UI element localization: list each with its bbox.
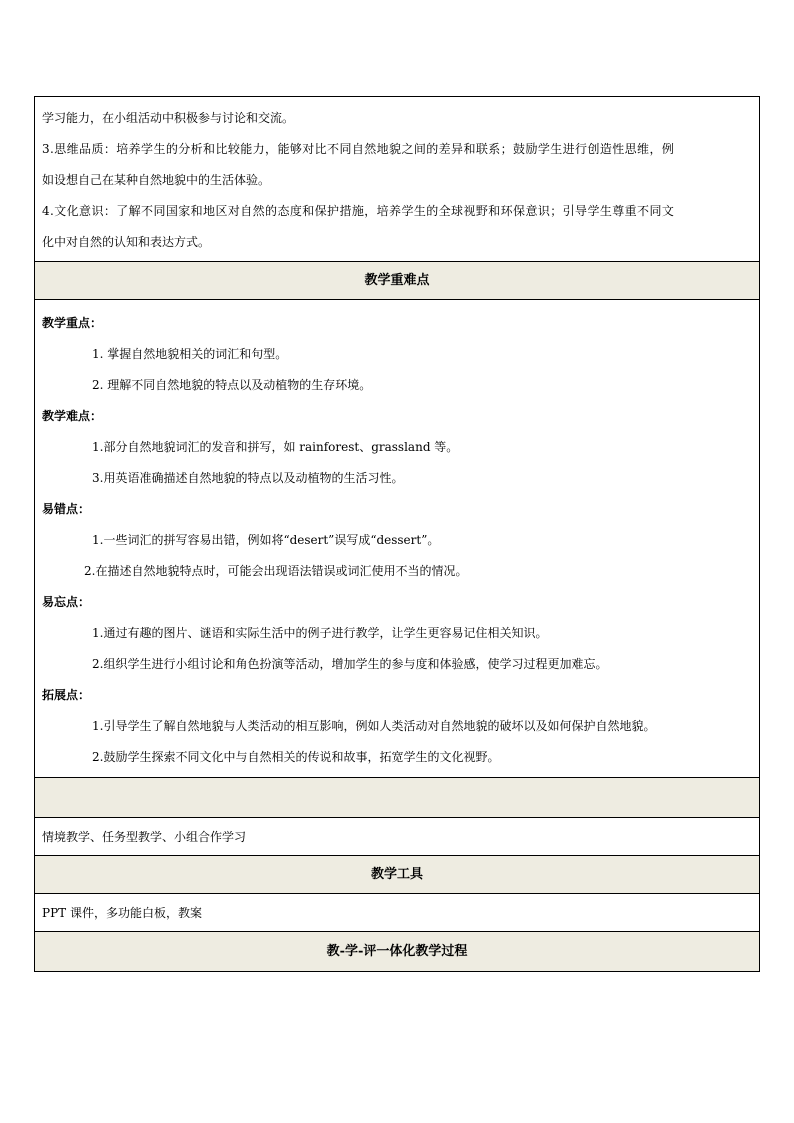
extension-item: 1.引导学生了解自然地貌与人类活动的相互影响，例如人类活动对自然地貌的破坏以及如何保护自然地貌。	[92, 719, 656, 733]
goals-cell	[35, 97, 759, 261]
focus-label: 教学重点：	[42, 316, 103, 330]
forget-item: 1.通过有趣的图片、谜语和实际生活中的例子进行教学，让学生更容易记住相关知识。	[92, 626, 548, 640]
methods-text: 情境教学、任务型教学、小组合作学习	[35, 817, 759, 855]
error-item: 1.一些词汇的拼写容易出错，例如将“desert”误写成“dessert”。	[92, 533, 440, 547]
lesson-plan-table	[34, 96, 760, 972]
process-heading: 教-学-评一体化教学过程	[35, 931, 759, 971]
goals-line: 4.文化意识：了解不同国家和地区对自然的态度和保护措施，培养学生的全球视野和环保意识；引导学生尊重不同文	[42, 204, 675, 218]
key-points-cell	[35, 299, 759, 777]
goals-line: 化中对自然的认知和表达方式。	[42, 235, 211, 249]
tools-heading: 教学工具	[35, 855, 759, 893]
focus-item: 1. 掌握自然地貌相关的词汇和句型。	[92, 347, 288, 361]
focus-item: 2. 理解不同自然地貌的特点以及动植物的生存环境。	[92, 378, 372, 392]
tools-text: PPT 课件，多功能白板，教案	[35, 893, 759, 931]
methods-heading-blank	[35, 777, 759, 817]
difficulty-item: 3.用英语准确描述自然地貌的特点以及动植物的生活习性。	[92, 471, 404, 485]
difficulty-item: 1.部分自然地貌词汇的发音和拼写，如 rainforest、grassland 等。	[92, 440, 459, 454]
error-item: 2.在描述自然地貌特点时，可能会出现语法错误或词汇使用不当的情况。	[84, 564, 468, 578]
error-label: 易错点：	[42, 502, 91, 516]
goals-line: 学习能力，在小组活动中积极参与讨论和交流。	[42, 111, 295, 125]
goals-line: 3.思维品质：培养学生的分析和比较能力，能够对比不同自然地貌之间的差异和联系；鼓励学生进行创造性思维，例	[42, 142, 675, 156]
forget-item: 2.组织学生进行小组讨论和角色扮演等活动，增加学生的参与度和体验感，使学习过程更加难忘。	[92, 657, 608, 671]
extension-item: 2.鼓励学生探索不同文化中与自然相关的传说和故事，拓宽学生的文化视野。	[92, 750, 500, 764]
extension-label: 拓展点：	[42, 688, 91, 702]
forget-label: 易忘点：	[42, 595, 91, 609]
difficulty-label: 教学难点：	[42, 409, 103, 423]
goals-line: 如设想自己在某种自然地貌中的生活体验。	[42, 173, 271, 187]
key-points-heading: 教学重难点	[35, 261, 759, 299]
